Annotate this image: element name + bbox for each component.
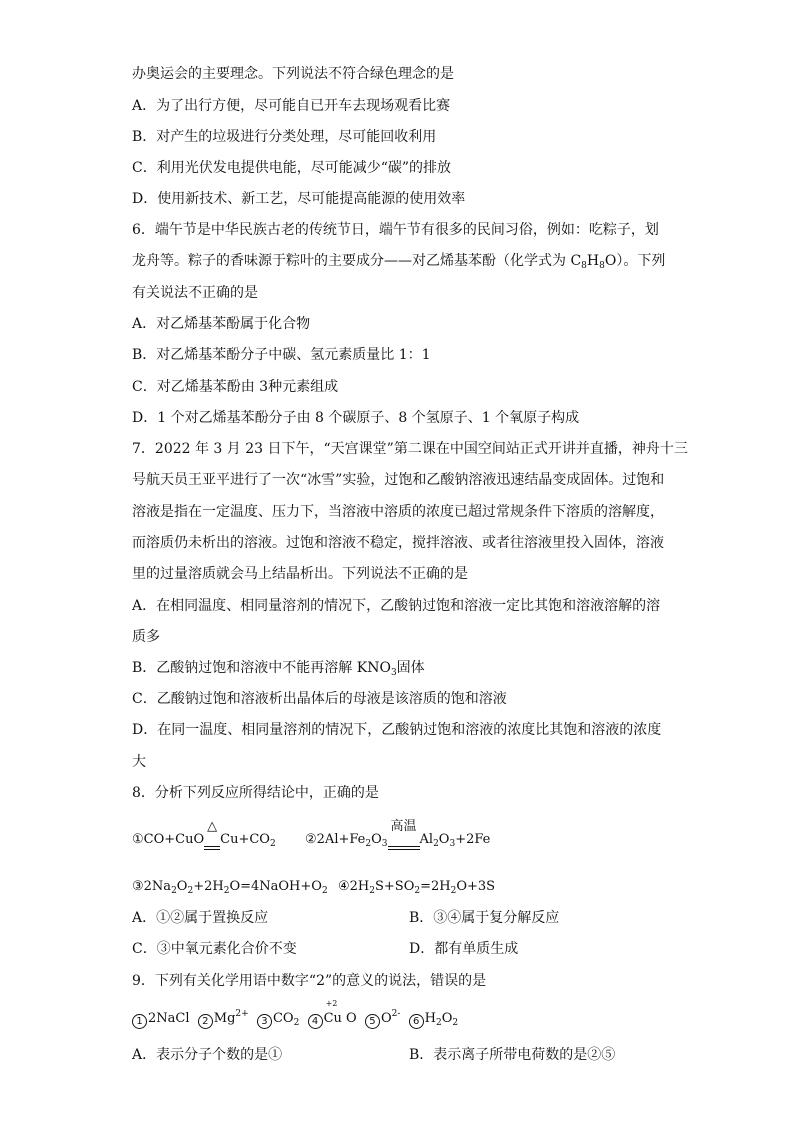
q6-stem-line2: 龙舟等。粽子的香味源于粽叶的主要成分——对乙烯基苯酚（化学式为 $C_8H_8O$）。下列: [132, 253, 666, 271]
q7-option-d-line2: 大: [132, 754, 146, 770]
q7-option-c: C．乙酸钠过饱和溶液析出晶体后的母液是该溶质的饱和溶液: [132, 691, 507, 707]
valence-notation: +2 Cu O: [323, 999, 357, 1026]
q8-option-b: B．③④属于复分解反应: [409, 910, 560, 926]
q6-option-a: A．对乙烯基苯酚属于化合物: [132, 316, 311, 332]
q8-stem: 8．分析下列反应所得结论中，正确的是: [132, 785, 379, 801]
q5-option-b: B．对产生的垃圾进行分类处理，尽可能回收利用: [132, 129, 437, 145]
q7-stem-line4: 而溶质仍未析出的溶液。过饱和溶液不稳定，搅拌溶液、或者往溶液里投入固体，溶液: [132, 535, 664, 551]
q9-items: 1 2NaCl 2 $Mg^{2+}$ 3 $CO_2$ 4 +2 Cu O 5 $O^{2-}$ 6 $H_2O_2$: [132, 1009, 458, 1029]
item-number-badge: 4: [308, 1014, 323, 1029]
q9-option-a: A．表示分子个数的是①: [132, 1047, 283, 1063]
q5-option-d: D．使用新技术、新工艺，尽可能提高能源的使用效率: [132, 191, 466, 207]
item-number-badge: 3: [257, 1014, 272, 1029]
q5-stem: 办奥运会的主要理念。下列说法不符合绿色理念的是: [132, 66, 454, 82]
q5-option-c: C．利用光伏发电提供电能，尽可能减少“碳”的排放: [132, 160, 452, 176]
q7-stem-line2: 号航天员王亚平进行了一次“冰雪”实验，过饱和乙酸钠溶液迅速结晶变成固体。过饱和: [132, 472, 665, 488]
q8-reaction-2: $②2Al+Fe_2O_3$ 高温 $Al_2O_3+2Fe$: [305, 819, 491, 849]
q8-reaction-1: ①CO+CuO △ $Cu+CO_2$: [132, 819, 276, 849]
q6-stem-line3: 有关说法不正确的是: [132, 285, 258, 301]
q6-option-c: C．对乙烯基苯酚由 3种元素组成: [132, 379, 339, 395]
q8-option-a: A．①②属于置换反应: [132, 910, 269, 926]
item-number-badge: 2: [198, 1014, 213, 1029]
q9-option-b: B．表示离子所带电荷数的是②⑤: [409, 1047, 616, 1063]
q6-option-b: B．对乙烯基苯酚分子中碳、氢元素质量比 1：1: [132, 347, 431, 363]
q7-option-a-line1: A．在相同温度、相同量溶剂的情况下，乙酸钠过饱和溶液一定比其饱和溶液溶解的溶: [132, 598, 661, 614]
q7-option-a-line2: 质多: [132, 629, 160, 645]
q7-option-b: B．乙酸钠过饱和溶液中不能再溶解 $KNO_3$固体: [132, 660, 425, 678]
high-temperature-condition: 高温: [388, 836, 420, 850]
q6-stem-line1: 6．端午节是中华民族古老的传统节日，端午节有很多的民间习俗，例如：吃粽子，划: [132, 222, 659, 238]
q7-stem-line1: 7．2022 年 3 月 23 日下午，“天宫课堂”第二课在中国空间站正式开讲并直播，神舟十三: [132, 441, 688, 457]
q9-stem: 9．下列有关化学用语中数字“2”的意义的说法，错误的是: [132, 973, 487, 989]
q7-stem-line3: 溶液是指在一定温度、压力下，当溶液中溶质的浓度已超过常规条件下溶质的溶解度，: [132, 504, 664, 520]
q8-reaction-4: $④2H_2S+SO_2=2H_2O+3S$: [338, 879, 496, 896]
item-number-badge: 1: [132, 1014, 147, 1029]
q7-stem-line5: 里的过量溶质就会马上结晶析出。下列说法不正确的是: [132, 566, 468, 582]
q5-option-a: A．为了出行方便，尽可能自已开车去现场观看比赛: [132, 98, 451, 114]
q8-option-d: D．都有单质生成: [409, 941, 519, 957]
q7-option-d-line1: D．在同一温度、相同量溶剂的情况下，乙酸钠过饱和溶液的浓度比其饱和溶液的浓度: [132, 722, 662, 738]
q8-reaction-3: $③2Na_2O_2+2H_2O=4NaOH+O_2$: [132, 879, 328, 896]
item-number-badge: 6: [409, 1014, 424, 1029]
heating-condition: △: [204, 836, 220, 850]
q8-option-c: C．③中氧元素化合价不变: [132, 941, 297, 957]
item-number-badge: 5: [365, 1014, 380, 1029]
q6-option-d: D．1 个对乙烯基苯酚分子由 8 个碳原子、8 个氢原子、1 个氧原子构成: [132, 410, 580, 426]
